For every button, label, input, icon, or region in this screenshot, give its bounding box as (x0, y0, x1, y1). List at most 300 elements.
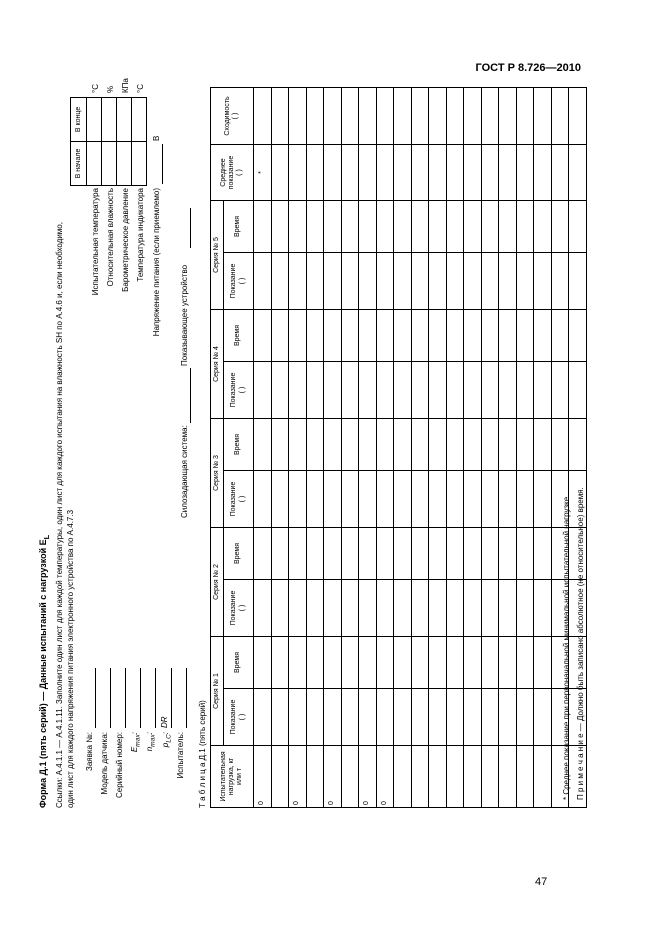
data-cell[interactable] (324, 145, 342, 201)
data-cell[interactable] (254, 201, 272, 253)
data-cell[interactable] (411, 362, 429, 419)
data-cell[interactable] (534, 689, 552, 746)
data-cell[interactable] (254, 419, 272, 471)
table-row (289, 88, 307, 808)
data-cell[interactable] (289, 471, 307, 528)
data-cell[interactable] (534, 253, 552, 310)
load-cell[interactable] (341, 746, 359, 808)
data-cell[interactable] (411, 145, 429, 201)
data-cell[interactable] (534, 201, 552, 253)
data-cell[interactable] (271, 253, 289, 310)
supply-voltage-line[interactable] (162, 144, 163, 184)
cond-cell[interactable] (102, 141, 117, 185)
nmax-sub: max (149, 734, 157, 747)
data-cell[interactable] (254, 310, 272, 362)
data-cell[interactable] (516, 528, 534, 580)
data-cell[interactable] (271, 201, 289, 253)
reading-header (224, 253, 254, 310)
data-cell[interactable] (306, 145, 324, 201)
data-cell[interactable] (481, 362, 499, 419)
data-cell[interactable] (341, 471, 359, 528)
data-cell[interactable] (376, 362, 394, 419)
tester-line[interactable] (186, 668, 187, 728)
data-cell[interactable] (306, 471, 324, 528)
data-cell[interactable] (324, 362, 342, 419)
data-cell[interactable] (499, 253, 517, 310)
data-cell[interactable] (516, 689, 534, 746)
load-cell[interactable] (516, 746, 534, 808)
data-cell[interactable] (254, 253, 272, 310)
data-cell[interactable] (341, 580, 359, 637)
data-cell[interactable] (376, 580, 394, 637)
data-cell[interactable] (551, 201, 569, 253)
data-cell[interactable] (446, 689, 464, 746)
data-cell[interactable] (341, 689, 359, 746)
sensor-model-label: Модель датчика: (100, 732, 109, 795)
dr-label: DR (160, 716, 169, 728)
data-cell[interactable] (306, 88, 324, 145)
table-row (516, 88, 534, 808)
data-cell[interactable] (464, 310, 482, 362)
data-cell[interactable] (394, 201, 412, 253)
data-cell[interactable] (341, 88, 359, 145)
reading-header-unit: ( ) (238, 713, 246, 721)
conditions-table (70, 97, 147, 186)
data-cell[interactable] (481, 419, 499, 471)
data-cell[interactable] (429, 201, 447, 253)
data-cell[interactable] (516, 310, 534, 362)
time-header: Время (224, 310, 254, 362)
load-cell[interactable] (271, 746, 289, 808)
load-cell[interactable] (411, 746, 429, 808)
data-cell[interactable] (534, 310, 552, 362)
data-cell[interactable] (534, 471, 552, 528)
data-cell[interactable] (271, 528, 289, 580)
data-cell[interactable] (499, 145, 517, 201)
data-cell[interactable] (429, 528, 447, 580)
data-cell[interactable] (446, 362, 464, 419)
data-cell[interactable] (516, 253, 534, 310)
data-cell[interactable] (446, 145, 464, 201)
data-cell[interactable] (306, 201, 324, 253)
data-cell[interactable] (534, 88, 552, 145)
data-cell[interactable] (569, 201, 587, 253)
data-cell[interactable] (516, 637, 534, 689)
data-cell[interactable] (376, 253, 394, 310)
data-cell[interactable] (359, 471, 377, 528)
cond-cell[interactable] (102, 98, 117, 142)
data-cell[interactable] (306, 528, 324, 580)
data-cell[interactable] (551, 310, 569, 362)
indicating-device-line[interactable] (190, 208, 191, 248)
cond-cell[interactable] (132, 141, 147, 185)
data-cell[interactable] (306, 310, 324, 362)
table-row (271, 88, 289, 808)
data-cell[interactable] (289, 310, 307, 362)
data-cell[interactable] (376, 310, 394, 362)
data-cell[interactable] (446, 528, 464, 580)
data-cell[interactable] (324, 580, 342, 637)
data-cell[interactable] (551, 145, 569, 201)
data-cell[interactable] (289, 253, 307, 310)
note: П р и м е ч а н и е — Должно быть записано абсолютное (не относительное) время. (576, 487, 585, 800)
data-cell[interactable] (551, 88, 569, 145)
data-cell[interactable] (446, 471, 464, 528)
data-cell[interactable] (394, 310, 412, 362)
data-cell[interactable] (306, 253, 324, 310)
data-cell[interactable] (376, 419, 394, 471)
data-cell[interactable] (289, 419, 307, 471)
page-number: 47 (535, 876, 548, 888)
data-cell[interactable] (464, 528, 482, 580)
data-cell[interactable] (376, 201, 394, 253)
nmax-text: n (145, 746, 154, 752)
data-cell[interactable] (394, 637, 412, 689)
reading-header-unit: ( ) (238, 386, 246, 394)
data-cell[interactable] (446, 419, 464, 471)
data-cell[interactable] (376, 637, 394, 689)
data-cell[interactable] (429, 689, 447, 746)
data-cell[interactable] (341, 528, 359, 580)
data-cell[interactable] (306, 580, 324, 637)
reading-header-text: Показание (230, 481, 238, 517)
data-cell[interactable] (394, 471, 412, 528)
data-cell[interactable] (289, 88, 307, 145)
data-cell[interactable] (569, 362, 587, 419)
data-cell[interactable] (324, 253, 342, 310)
data-cell[interactable] (429, 471, 447, 528)
data-cell[interactable] (499, 689, 517, 746)
data-cell[interactable] (534, 580, 552, 637)
data-cell[interactable] (429, 362, 447, 419)
indicating-device-label: Показывающее устройство (180, 264, 189, 366)
data-cell[interactable] (359, 419, 377, 471)
data-cell[interactable] (324, 471, 342, 528)
load-system-line[interactable] (190, 368, 191, 423)
data-cell[interactable] (394, 253, 412, 310)
data-cell[interactable] (569, 310, 587, 362)
condition-unit-1: % (106, 85, 115, 93)
data-cell[interactable] (324, 201, 342, 253)
series-2-header: Серия № 2 (211, 528, 224, 637)
data-cell[interactable] (376, 145, 394, 201)
cond-cell[interactable] (117, 141, 132, 185)
data-cell[interactable] (289, 528, 307, 580)
data-cell[interactable] (464, 201, 482, 253)
data-cell[interactable] (394, 145, 412, 201)
data-cell[interactable] (411, 689, 429, 746)
data-cell[interactable] (254, 528, 272, 580)
time-header: Время (224, 201, 254, 253)
data-cell[interactable] (446, 88, 464, 145)
data-cell[interactable] (376, 689, 394, 746)
data-cell[interactable] (429, 310, 447, 362)
cond-col-start: В начале (71, 141, 87, 185)
load-cell[interactable]: 0 (359, 746, 377, 808)
average-header-line-2: показание (227, 155, 235, 190)
data-cell[interactable] (499, 310, 517, 362)
load-cell[interactable] (481, 746, 499, 808)
data-cell[interactable] (499, 471, 517, 528)
form-title-subscript: L (41, 534, 51, 540)
series-5-header: Серия № 5 (211, 201, 224, 310)
data-cell[interactable] (516, 419, 534, 471)
data-cell[interactable] (271, 145, 289, 201)
data-cell[interactable] (516, 362, 534, 419)
data-cell[interactable] (271, 310, 289, 362)
load-cell[interactable] (446, 746, 464, 808)
data-cell[interactable] (341, 637, 359, 689)
data-cell[interactable] (464, 689, 482, 746)
data-cell[interactable] (481, 471, 499, 528)
data-cell[interactable] (306, 637, 324, 689)
application-no-label: Заявка №: (85, 732, 94, 772)
load-cell[interactable] (499, 746, 517, 808)
data-cell[interactable] (499, 362, 517, 419)
data-cell[interactable] (376, 528, 394, 580)
time-header: Время (224, 528, 254, 580)
table-row (411, 88, 429, 808)
data-cell[interactable] (411, 253, 429, 310)
data-cell[interactable] (516, 580, 534, 637)
data-cell[interactable] (341, 419, 359, 471)
data-cell[interactable] (569, 253, 587, 310)
data-cell[interactable] (271, 637, 289, 689)
cond-cell[interactable] (87, 98, 102, 142)
data-cell[interactable] (516, 145, 534, 201)
emax-text: E (130, 746, 139, 753)
data-cell[interactable] (271, 362, 289, 419)
data-cell[interactable] (359, 637, 377, 689)
data-cell[interactable] (464, 145, 482, 201)
load-cell[interactable]: 0 (376, 746, 394, 808)
data-cell[interactable] (289, 637, 307, 689)
time-header: Время (224, 637, 254, 689)
cond-cell[interactable] (87, 141, 102, 185)
series-3-header: Серия № 3 (211, 419, 224, 528)
average-asterisk[interactable]: * (254, 145, 272, 201)
data-cell[interactable] (481, 253, 499, 310)
convergence-header (211, 88, 254, 145)
data-cell[interactable] (289, 201, 307, 253)
condition-label-0: Испытательная температура (91, 188, 100, 296)
data-cell[interactable] (394, 689, 412, 746)
reading-header (224, 362, 254, 419)
reading-header (224, 580, 254, 637)
data-cell[interactable] (569, 88, 587, 145)
data-cell[interactable] (394, 580, 412, 637)
data-cell[interactable] (429, 580, 447, 637)
data-cell[interactable] (254, 637, 272, 689)
cond-cell[interactable] (117, 98, 132, 142)
data-cell[interactable] (464, 419, 482, 471)
data-cell[interactable] (534, 637, 552, 689)
data-cell[interactable] (306, 362, 324, 419)
data-cell[interactable] (411, 419, 429, 471)
data-cell[interactable] (499, 419, 517, 471)
load-header (211, 746, 254, 808)
data-cell[interactable] (516, 471, 534, 528)
data-cell[interactable] (534, 145, 552, 201)
reading-header-unit: ( ) (238, 495, 246, 503)
data-cell[interactable] (411, 637, 429, 689)
data-cell[interactable] (324, 689, 342, 746)
data-cell[interactable] (254, 580, 272, 637)
sensor-model-line[interactable] (110, 668, 111, 728)
data-cell[interactable] (271, 580, 289, 637)
data-cell[interactable] (289, 580, 307, 637)
supply-voltage-label: Напряжение питания (если приемлемо) (152, 188, 161, 337)
data-cell[interactable] (324, 310, 342, 362)
data-cell[interactable] (324, 88, 342, 145)
reading-header-text: Показание (230, 590, 238, 626)
data-cell[interactable] (359, 362, 377, 419)
data-cell[interactable] (446, 310, 464, 362)
data-cell[interactable] (254, 88, 272, 145)
data-cell[interactable] (306, 689, 324, 746)
data-cell[interactable] (324, 528, 342, 580)
data-cell[interactable] (534, 362, 552, 419)
data-cell[interactable] (324, 637, 342, 689)
data-cell[interactable] (429, 253, 447, 310)
data-cell[interactable] (499, 528, 517, 580)
data-cell[interactable] (446, 580, 464, 637)
data-cell[interactable] (341, 362, 359, 419)
data-cell[interactable] (481, 201, 499, 253)
serial-no-line[interactable] (125, 668, 126, 728)
data-cell[interactable] (551, 419, 569, 471)
data-cell[interactable] (376, 88, 394, 145)
data-cell[interactable] (499, 201, 517, 253)
load-cell[interactable]: 0 (254, 746, 272, 808)
data-cell[interactable] (411, 471, 429, 528)
data-cell[interactable] (481, 580, 499, 637)
data-cell[interactable] (464, 253, 482, 310)
data-cell[interactable] (289, 362, 307, 419)
load-cell[interactable]: 0 (324, 746, 342, 808)
table-row (429, 88, 447, 808)
data-cell[interactable] (289, 145, 307, 201)
data-cell[interactable] (306, 419, 324, 471)
data-cell[interactable] (271, 471, 289, 528)
data-cell[interactable] (446, 637, 464, 689)
data-cell[interactable] (359, 88, 377, 145)
data-cell[interactable] (359, 310, 377, 362)
data-cell[interactable] (446, 253, 464, 310)
data-cell[interactable] (394, 528, 412, 580)
data-cell[interactable] (394, 362, 412, 419)
data-cell[interactable] (481, 310, 499, 362)
data-cell[interactable] (271, 689, 289, 746)
data-cell[interactable] (271, 419, 289, 471)
data-cell[interactable] (254, 689, 272, 746)
data-cell[interactable] (481, 637, 499, 689)
data-cell[interactable] (341, 201, 359, 253)
data-cell[interactable] (534, 528, 552, 580)
data-cell[interactable] (341, 253, 359, 310)
data-cell[interactable] (359, 253, 377, 310)
data-cell[interactable] (429, 145, 447, 201)
application-no-line[interactable] (95, 668, 96, 728)
load-cell[interactable] (534, 746, 552, 808)
data-cell[interactable] (464, 471, 482, 528)
data-cell[interactable] (359, 580, 377, 637)
load-cell[interactable] (464, 746, 482, 808)
data-cell[interactable] (569, 145, 587, 201)
data-cell[interactable] (516, 88, 534, 145)
nmax-line[interactable] (155, 668, 156, 728)
load-cell[interactable]: 0 (289, 746, 307, 808)
data-cell[interactable] (394, 88, 412, 145)
data-cell[interactable] (324, 419, 342, 471)
load-header-line-2: нагрузка, кг (227, 757, 235, 796)
condition-unit-2: КПа (121, 78, 130, 93)
data-cell[interactable] (516, 201, 534, 253)
load-cell[interactable] (306, 746, 324, 808)
data-cell[interactable] (341, 145, 359, 201)
condition-label-1: Относительная влажность (106, 188, 115, 287)
data-cell[interactable] (376, 471, 394, 528)
table-row (446, 88, 464, 808)
data-cell[interactable] (411, 528, 429, 580)
data-cell[interactable] (464, 637, 482, 689)
data-cell[interactable] (394, 419, 412, 471)
data-cell[interactable] (446, 201, 464, 253)
data-cell[interactable] (359, 689, 377, 746)
data-cell[interactable] (254, 362, 272, 419)
data-cell[interactable] (429, 88, 447, 145)
data-cell[interactable] (411, 580, 429, 637)
data-cell[interactable] (534, 419, 552, 471)
data-cell[interactable] (481, 689, 499, 746)
data-cell[interactable] (481, 145, 499, 201)
data-cell[interactable] (411, 201, 429, 253)
data-cell[interactable] (411, 310, 429, 362)
data-cell[interactable] (464, 580, 482, 637)
data-cell[interactable] (499, 637, 517, 689)
data-cell[interactable] (341, 310, 359, 362)
emax-line[interactable] (140, 668, 141, 728)
data-cell[interactable] (481, 528, 499, 580)
load-cell[interactable] (394, 746, 412, 808)
data-cell[interactable] (464, 362, 482, 419)
data-cell[interactable] (464, 88, 482, 145)
data-cell[interactable] (429, 637, 447, 689)
load-system-label: Силозадающая система: (180, 425, 189, 518)
data-cell[interactable] (429, 419, 447, 471)
data-cell[interactable] (499, 88, 517, 145)
condition-label-3: Температура индикатора (136, 188, 145, 282)
data-cell[interactable] (359, 145, 377, 201)
cond-cell[interactable] (132, 98, 147, 142)
data-cell[interactable] (551, 362, 569, 419)
data-cell[interactable] (254, 471, 272, 528)
data-cell[interactable] (499, 580, 517, 637)
data-cell[interactable] (551, 253, 569, 310)
convergence-header-line-1: Сходимость (223, 96, 231, 136)
data-cell[interactable] (569, 419, 587, 471)
data-cell[interactable] (289, 689, 307, 746)
plc-line[interactable] (171, 668, 172, 728)
data-cell[interactable] (411, 88, 429, 145)
data-cell[interactable] (359, 201, 377, 253)
load-cell[interactable] (429, 746, 447, 808)
data-cell[interactable] (481, 88, 499, 145)
form-title-text: Форма Д.1 (пять серий) — Данные испытаний с нагрузкой E (38, 539, 48, 808)
data-cell[interactable] (271, 88, 289, 145)
reading-header-unit: ( ) (238, 604, 246, 612)
data-cell[interactable] (359, 528, 377, 580)
